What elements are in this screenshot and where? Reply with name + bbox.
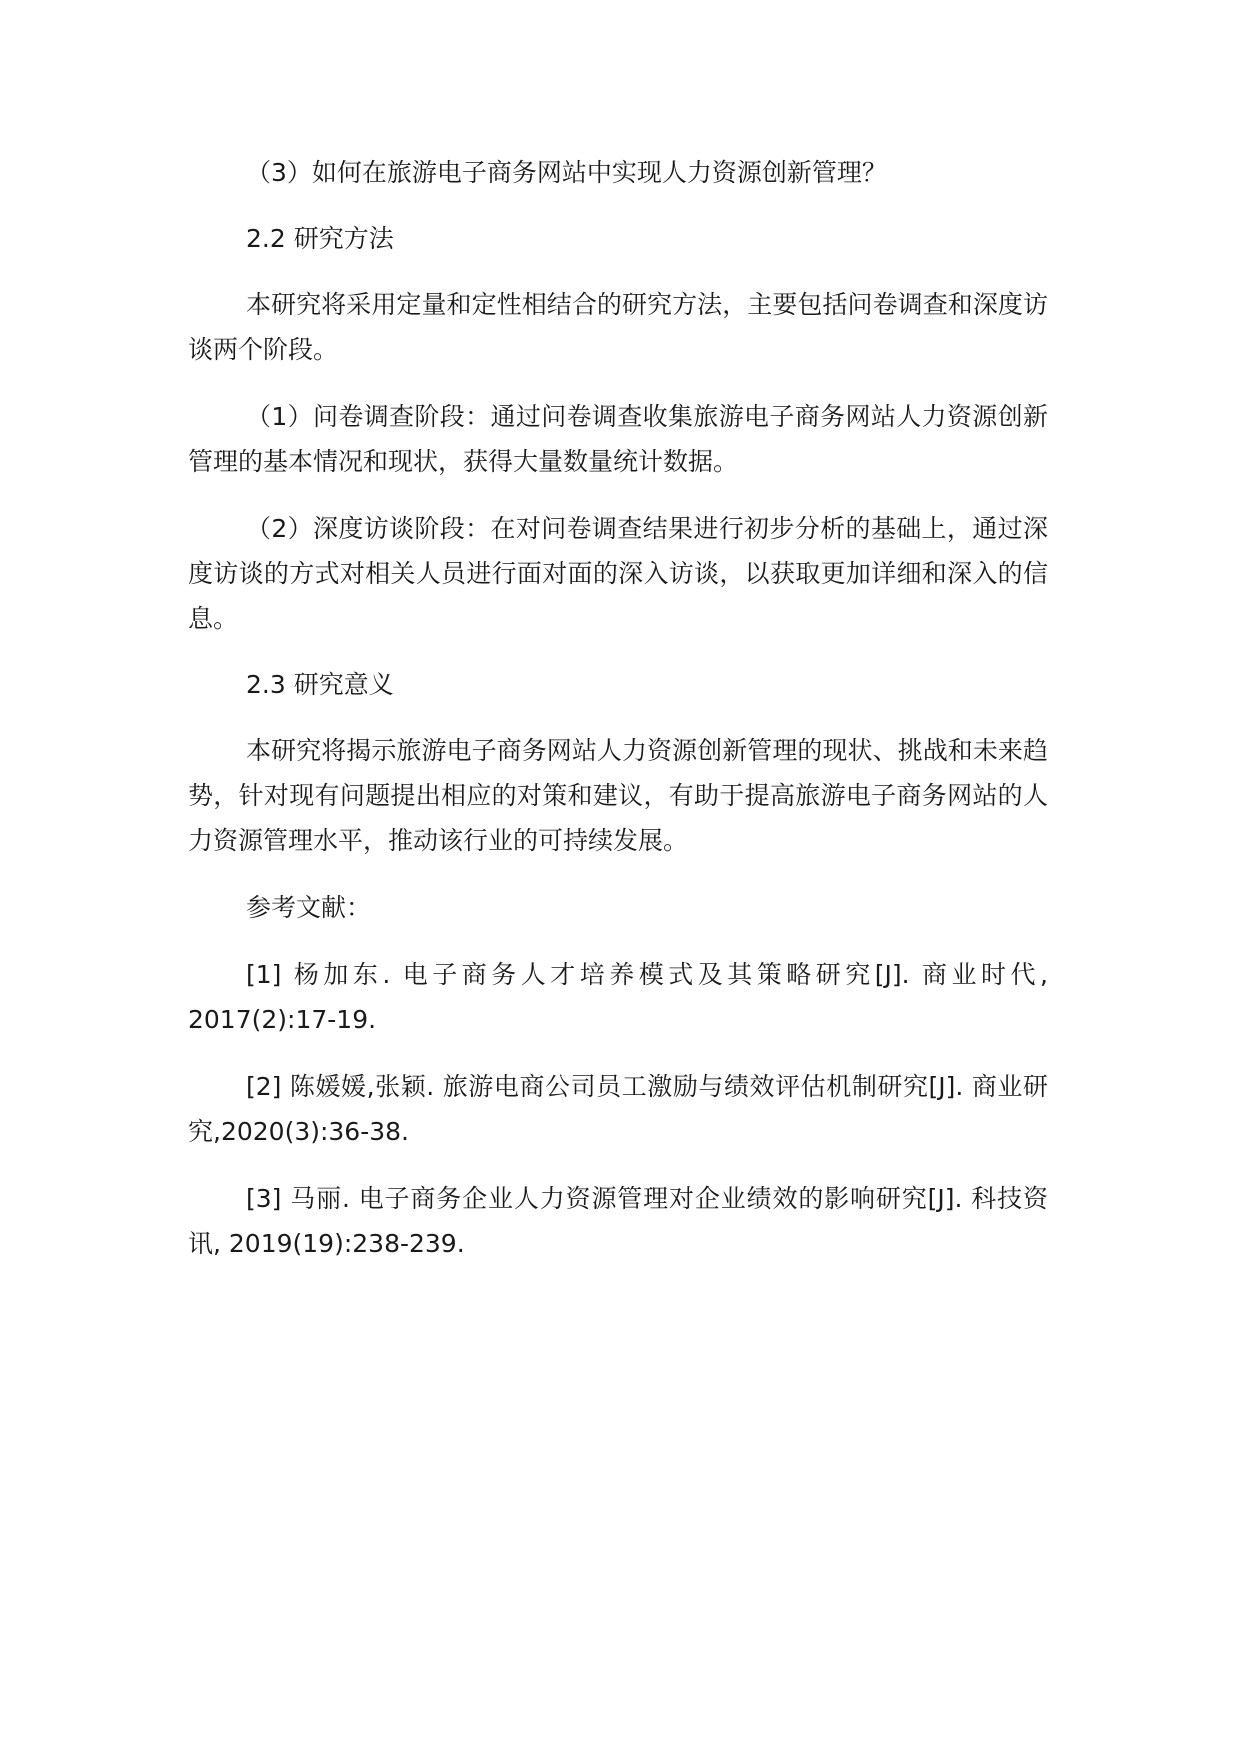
significance-paragraph: 本研究将揭示旅游电子商务网站人力资源创新管理的现状、挑战和未来趋势，针对现有问题提出相应的对策和建议，有助于提高旅游电子商务网站的人力资源管理水平，推动该行业的可持续发展。: [188, 736, 1048, 855]
references-heading: 参考文献：: [246, 893, 372, 922]
method-intro-paragraph: 本研究将采用定量和定性相结合的研究方法，主要包括问卷调查和深度访谈两个阶段。: [188, 290, 1048, 364]
section-heading-research-significance: 2.3 研究意义: [246, 670, 394, 699]
question-item-3: （3）如何在旅游电子商务网站中实现人力资源创新管理？: [246, 158, 887, 187]
reference-item-3: [3] 马丽. 电子商务企业人力资源管理对企业绩效的影响研究[J]. 科技资讯, 2019(19):238-239.: [188, 1184, 1048, 1258]
section-heading-research-method: 2.2 研究方法: [246, 224, 394, 253]
document-body: [188, 150, 1048, 1266]
reference-item-1: [1] 杨加东. 电子商务人才培养模式及其策略研究[J]. 商业时代, 2017(2):17-19.: [188, 960, 1048, 1034]
method-stage-1-paragraph: （1）问卷调查阶段：通过问卷调查收集旅游电子商务网站人力资源创新管理的基本情况和现状，获得大量数量统计数据。: [188, 402, 1048, 476]
reference-item-2: [2] 陈媛媛,张颖. 旅游电商公司员工激励与绩效评估机制研究[J]. 商业研究,2020(3):36-38.: [188, 1072, 1048, 1146]
method-stage-2-paragraph: （2）深度访谈阶段：在对问卷调查结果进行初步分析的基础上，通过深度访谈的方式对相关人员进行面对面的深入访谈，以获取更加详细和深入的信息。: [188, 514, 1048, 633]
